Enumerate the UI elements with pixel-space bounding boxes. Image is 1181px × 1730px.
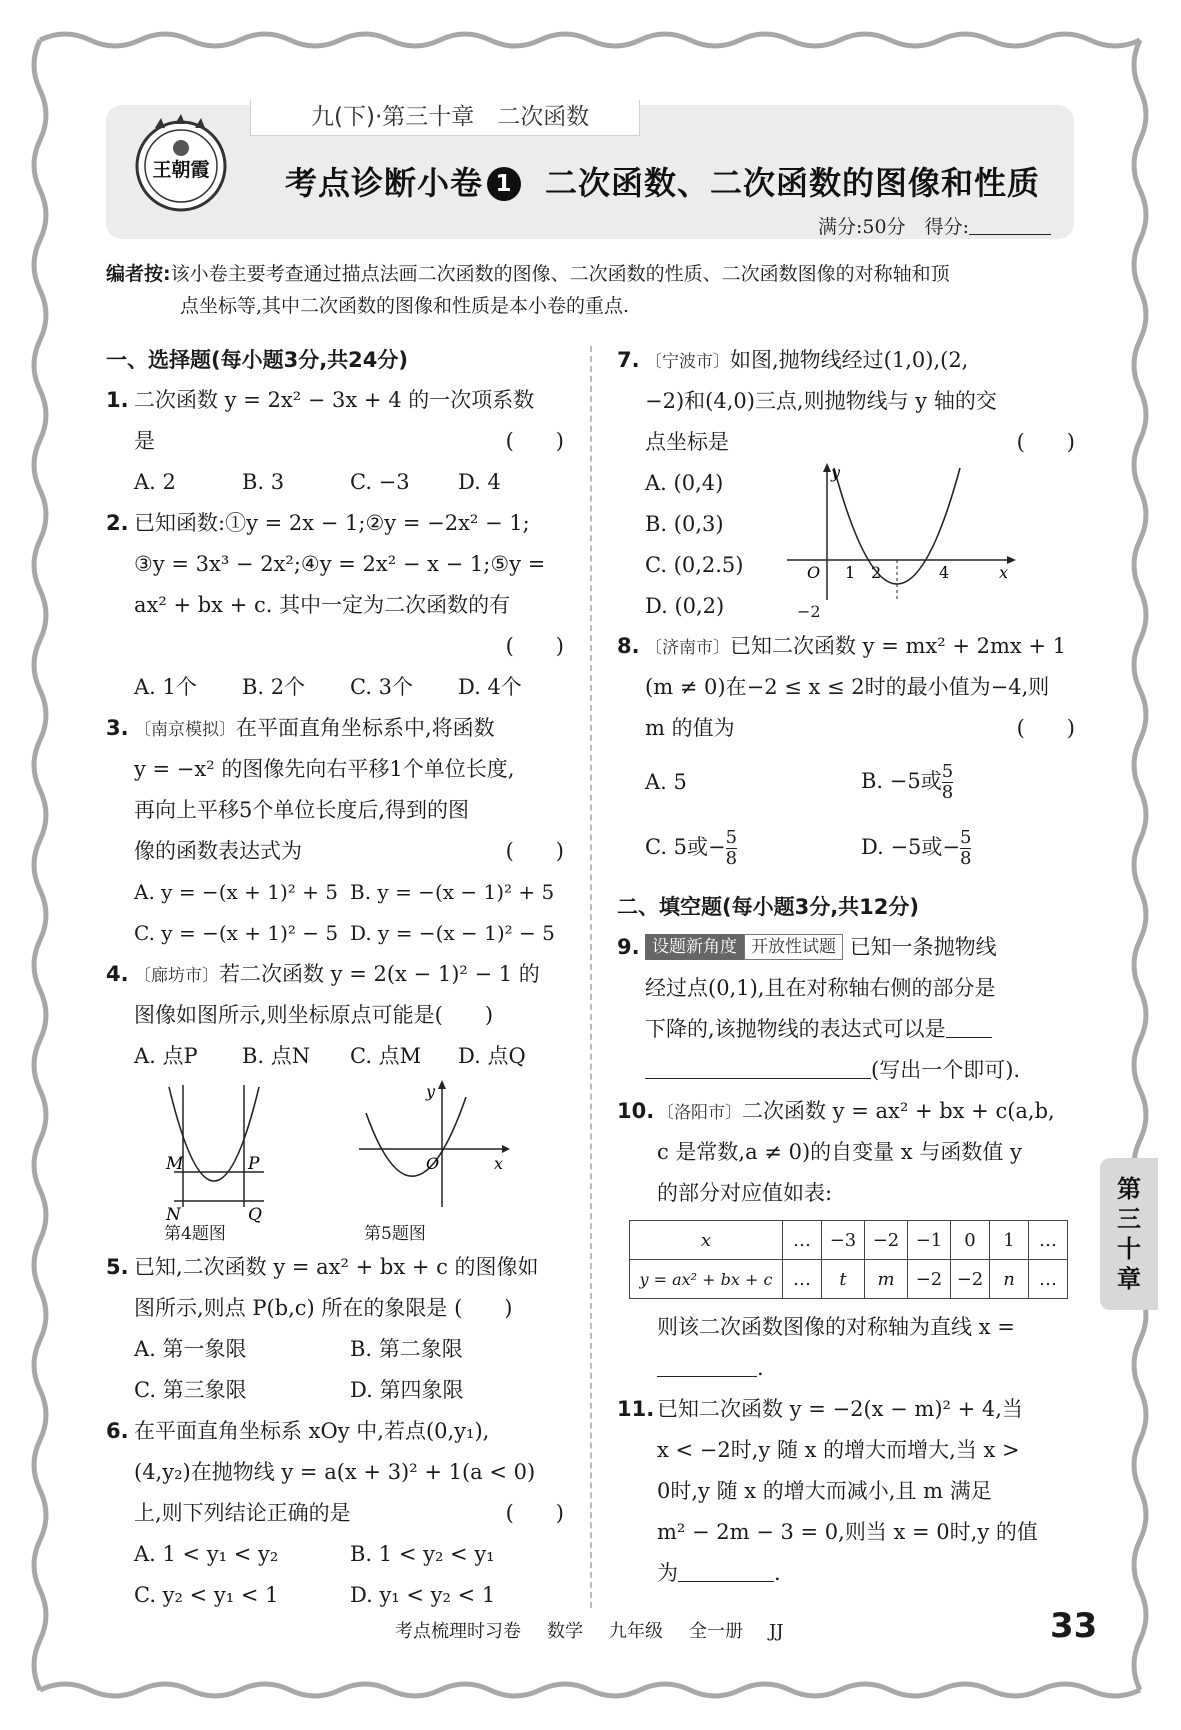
table-cell: −2 [951, 1260, 990, 1299]
table-cell: −3 [822, 1221, 865, 1260]
q2-line1 [106, 503, 566, 544]
q5-text1: 已知,二次函数 y = ax² + bx + c 的图像如 [134, 1255, 539, 1279]
q7-text3: 点坐标是 [645, 430, 729, 454]
q3-options-cd [106, 913, 566, 954]
q3-option-b[interactable]: B. y = −(x − 1)² + 5 [350, 880, 555, 904]
q8-option-d-text: D. −5或− [861, 834, 960, 859]
q3-line4 [106, 831, 566, 872]
fig7-x-label: x [999, 563, 1009, 582]
q2-line3: ax² + bx + c. 其中一定为二次函数的有 [134, 593, 511, 617]
q5-line2: 图所示,则点 P(b,c) 所在的象限是 ( ) [134, 1296, 513, 1320]
q3-text1: 在平面直角坐标系中,将函数 [236, 716, 495, 740]
q7-option-b[interactable]: B. (0,3) [645, 512, 724, 536]
q2-text1: 已知函数:①y = 2x − 1;②y = −2x² − 1; [134, 511, 530, 535]
q10-text1: 二次函数 y = ax² + bx + c(a,b, [742, 1099, 1055, 1123]
q3-answer-paren[interactable]: ( ) [505, 839, 564, 863]
q1-text2: 是 [134, 429, 155, 453]
q11-line2: x < −2时,y 随 x 的增大而增大,当 x > [657, 1438, 1020, 1462]
q3-options-ab [106, 872, 566, 913]
q8-number: 8. [617, 634, 640, 658]
q8-option-b-text: B. −5或 [861, 768, 942, 793]
quiz-title [285, 158, 1040, 204]
table-cell: n [990, 1260, 1029, 1299]
q11-number: 11. [617, 1397, 655, 1421]
fig7-tick-4: 4 [939, 563, 950, 582]
q4-text1: 若二次函数 y = 2(x − 1)² − 1 的 [219, 962, 540, 986]
fig7-y-label: y [831, 463, 841, 482]
q7-body [617, 422, 1077, 621]
q11-line5: 为 . [657, 1561, 781, 1585]
q8b-numerator: 5 [941, 760, 954, 782]
q5-option-a[interactable]: A. 第一象限 [134, 1337, 247, 1361]
q7-text1: 如图,抛物线经过(1,0),(2, [730, 348, 969, 372]
q11-line4: m² − 2m − 3 = 0,则当 x = 0时,y 的值 [657, 1520, 1038, 1544]
q3-option-c[interactable]: C. y = −(x + 1)² − 5 [134, 921, 339, 945]
q10-value-table [629, 1220, 1068, 1299]
fig7-tick-1: 1 [845, 563, 856, 582]
q8-answer-paren[interactable]: ( ) [1016, 716, 1075, 740]
fig4-label-n: N [166, 1205, 181, 1225]
side-tab-char: 第 [1117, 1175, 1141, 1203]
q10-line5: . [617, 1348, 1077, 1389]
table-cell: … [1029, 1260, 1068, 1299]
q2-option-d[interactable]: D. 4个 [458, 675, 522, 699]
q7-answer-paren[interactable]: ( ) [1016, 430, 1075, 454]
q3-source-tag: 〔南京模拟〕 [134, 720, 236, 740]
q2-number: 2. [106, 511, 129, 535]
section-fill-title: 二、填空题(每小题3分,共12分) [617, 895, 920, 919]
title-left: 考点诊断小卷 [285, 164, 484, 202]
score-blank[interactable] [969, 216, 1051, 235]
editor-note [106, 258, 1076, 322]
footer-volume: 全一册 [689, 1621, 743, 1642]
footer-edition: JJ [769, 1621, 784, 1642]
fig7-neg2-label: −2 [797, 602, 821, 621]
q6-options-cd [106, 1575, 566, 1616]
q6-line2: (4,y₂)在抛物线 y = a(x + 3)² + 1(a < 0) [134, 1460, 536, 1484]
q10-line4: 则该二次函数图像的对称轴为直线 x = [657, 1315, 1015, 1339]
q10-table-row-y [630, 1260, 1068, 1299]
q10-source-tag: 〔洛阳市〕 [657, 1103, 742, 1123]
q8d-numerator: 5 [960, 826, 972, 848]
q8-option-c-text: C. 5或− [645, 834, 726, 859]
q10-line3: 的部分对应值如表: [657, 1181, 833, 1205]
table-cell: … [783, 1221, 822, 1260]
q6-option-b[interactable]: B. 1 < y₂ < y₁ [350, 1542, 495, 1566]
q6-answer-paren[interactable]: ( ) [505, 1501, 564, 1525]
footer [395, 1617, 809, 1643]
q2-option-a[interactable]: A. 1个 [134, 675, 197, 699]
figure-q7 [787, 462, 1017, 602]
editor-note-label: 编者按: [106, 263, 171, 285]
q4-line1 [106, 954, 566, 995]
q9-number: 9. [617, 935, 640, 959]
score-line [818, 212, 1051, 239]
q8-option-d-fraction [960, 828, 971, 869]
q8-text1: 已知二次函数 y = mx² + 2mx + 1 [730, 634, 1067, 658]
q3-number: 3. [106, 716, 129, 740]
q3-option-d[interactable]: D. y = −(x − 1)² − 5 [350, 921, 555, 945]
q9-badge-open-ended: 开放性试题 [744, 934, 843, 960]
q7-source-tag: 〔宁波市〕 [645, 352, 730, 372]
q6-text1: 在平面直角坐标系 xOy 中,若点(0,y₁), [134, 1419, 490, 1443]
fig4-label-m: M [166, 1154, 184, 1174]
q9-text3: 下降的,该抛物线的表达式可以是 [645, 1017, 946, 1041]
q1-answer-paren[interactable]: ( ) [505, 429, 564, 453]
q8-option-c-fraction [726, 828, 737, 869]
q9-line3 [617, 1009, 1077, 1050]
q8c-numerator: 5 [725, 826, 738, 848]
q10-number: 10. [617, 1099, 655, 1123]
q8-options-ab [617, 749, 1077, 815]
publisher-logo [128, 110, 234, 216]
q4-option-c[interactable]: C. 点M [350, 1044, 422, 1068]
q1-option-d[interactable]: D. 4 [458, 470, 501, 494]
side-tab-char: 章 [1117, 1265, 1141, 1293]
q11-line3: 0时,y 随 x 的增大而减小,且 m 满足 [657, 1479, 992, 1503]
q9-answer-blank-2[interactable] [645, 1058, 871, 1079]
fig5-caption: 第5题图 [364, 1224, 426, 1244]
editor-note-line1: 该小卷主要考查通过描点法画二次函数的图像、二次函数的性质、二次函数图像的对称轴和顶 [170, 263, 950, 285]
q1-number: 1. [106, 388, 129, 412]
q2-option-b[interactable]: B. 2个 [242, 675, 306, 699]
q1-text1: 二次函数 y = 2x² − 3x + 4 的一次项系数 [134, 388, 535, 412]
q5-line1 [106, 1247, 566, 1288]
fig5-x-label: x [494, 1154, 504, 1173]
footer-subject: 数学 [547, 1621, 583, 1642]
column-divider [590, 346, 592, 1608]
q10-table-row-x [630, 1221, 1068, 1260]
q11-answer-blank[interactable] [678, 1561, 774, 1582]
q6-number: 6. [106, 1419, 129, 1443]
figure-q4 [154, 1085, 284, 1235]
q7-number: 7. [617, 348, 640, 372]
figure-q5 [354, 1077, 514, 1217]
table-cell: −2 [908, 1260, 951, 1299]
logo-text: 王朝霞 [152, 159, 210, 181]
q6-option-d[interactable]: D. y₁ < y₂ < 1 [350, 1583, 496, 1607]
q8c-denominator: 8 [725, 847, 738, 869]
table-cell: t [822, 1260, 865, 1299]
fig4-caption: 第4题图 [164, 1224, 226, 1244]
q1-line2 [106, 421, 566, 462]
q5-number: 5. [106, 1255, 129, 1279]
q11-text5: 为 [657, 1561, 678, 1585]
table-cell: … [783, 1260, 822, 1299]
q10-line1 [617, 1091, 1077, 1132]
table-cell: 1 [990, 1221, 1029, 1260]
q5-option-d[interactable]: D. 第四象限 [350, 1378, 464, 1402]
q8-option-c[interactable] [645, 828, 861, 869]
q8-option-d[interactable] [861, 828, 1077, 869]
q2-answer-paren[interactable]: ( ) [505, 634, 564, 658]
chapter-side-tab[interactable] [1100, 1158, 1158, 1310]
q9-text1: 已知一条抛物线 [849, 935, 997, 959]
q8-option-b[interactable] [861, 762, 1077, 803]
fig7-tick-2: 2 [871, 563, 882, 582]
q3-line1 [106, 708, 566, 749]
q1-options [106, 462, 566, 503]
q10-answer-blank[interactable] [657, 1356, 757, 1377]
q9-line1 [617, 927, 1077, 968]
q5-options-ab [106, 1329, 566, 1370]
q1-option-b[interactable]: B. 3 [242, 470, 285, 494]
q8-line3 [617, 708, 1077, 749]
q9-text4: (写出一个即可). [871, 1058, 1021, 1082]
fig5-origin-label: O [426, 1154, 440, 1173]
q7-option-a[interactable]: A. (0,4) [645, 471, 724, 495]
q7-option-c[interactable]: C. (0,2.5) [645, 553, 744, 577]
left-column [106, 340, 566, 1616]
chapter-label: 九(下)·第三十章 二次函数 [250, 100, 640, 136]
q7-line2: −2)和(4,0)三点,则抛物线与 y 轴的交 [645, 389, 997, 413]
table-cell: 0 [951, 1221, 990, 1260]
q4-source-tag: 〔廊坊市〕 [134, 966, 219, 986]
q11-text1: 已知二次函数 y = −2(x − m)² + 4,当 [657, 1397, 1023, 1421]
q1-option-a[interactable]: A. 2 [134, 470, 176, 494]
q6-line3 [106, 1493, 566, 1534]
q9-badge-new-angle: 设题新角度 [645, 934, 744, 960]
q3-line2: y = −x² 的图像先向右平移1个单位长度, [134, 757, 515, 781]
q8b-denominator: 8 [941, 781, 954, 803]
q8-line1 [617, 626, 1077, 667]
q8d-denominator: 8 [960, 847, 972, 869]
section-choice-title: 一、选择题(每小题3分,共24分) [106, 348, 409, 372]
q4-option-a[interactable]: A. 点P [134, 1044, 198, 1068]
q3-option-a[interactable]: A. y = −(x + 1)² + 5 [134, 880, 338, 904]
table-cell: m [865, 1260, 908, 1299]
q9-answer-blank-1[interactable] [946, 1017, 992, 1038]
q4-line2: 图像如图所示,则坐标原点可能是( ) [134, 1003, 494, 1027]
editor-note-line2: 点坐标等,其中二次函数的图像和性质是本小卷的重点. [180, 295, 630, 317]
table-cell: −1 [908, 1221, 951, 1260]
table-cell: −2 [865, 1221, 908, 1260]
side-tab-char: 三 [1117, 1205, 1141, 1233]
q3-text4: 像的函数表达式为 [134, 839, 302, 863]
q1-line1 [106, 380, 566, 421]
score-label: 满分:50分 得分: [818, 216, 969, 238]
q6-line1 [106, 1411, 566, 1452]
q2-line2: ③y = 3x³ − 2x²;④y = 2x² − x − 1;⑤y = [134, 552, 546, 576]
q8-option-b-fraction [942, 762, 953, 803]
table-cell: y = ax² + bx + c [630, 1260, 783, 1299]
q3-line3: 再向上平移5个单位长度后,得到的图 [134, 798, 470, 822]
q5-option-c[interactable]: C. 第三象限 [134, 1378, 247, 1402]
q8-line2: (m ≠ 0)在−2 ≤ x ≤ 2时的最小值为−4,则 [645, 675, 1050, 699]
q6-options-ab [106, 1534, 566, 1575]
q10-line2: c 是常数,a ≠ 0)的自变量 x 与函数值 y [657, 1140, 1022, 1164]
footer-book-title: 考点梳理时习卷 [395, 1621, 521, 1642]
q6-text3: 上,则下列结论正确的是 [134, 1501, 351, 1525]
fig5-y-label: y [426, 1082, 436, 1101]
q5-options-cd [106, 1370, 566, 1411]
q4-number: 4. [106, 962, 129, 986]
q7-line1 [617, 340, 1077, 381]
q7-option-d[interactable]: D. (0,2) [645, 594, 725, 618]
footer-grade: 九年级 [609, 1621, 663, 1642]
q8-source-tag: 〔济南市〕 [645, 638, 730, 658]
q4-option-d[interactable]: D. 点Q [458, 1044, 526, 1068]
title-number-badge: 1 [487, 167, 521, 201]
q2-options [106, 667, 566, 708]
q5-option-b[interactable]: B. 第二象限 [350, 1337, 463, 1361]
q8-option-a[interactable]: A. 5 [645, 770, 687, 794]
q11-line1 [617, 1389, 1077, 1430]
q7-line3 [617, 422, 1077, 463]
q6-option-a[interactable]: A. 1 < y₁ < y₂ [134, 1542, 279, 1566]
q8-text3: m 的值为 [645, 716, 735, 740]
q9-line4 [617, 1050, 1077, 1091]
table-cell: x [630, 1221, 783, 1260]
q9-line2: 经过点(0,1),且在对称轴右侧的部分是 [645, 976, 996, 1000]
fig7-origin-label: O [807, 563, 821, 582]
q1-option-c[interactable]: C. −3 [350, 470, 410, 494]
right-column [617, 340, 1077, 1594]
page-number: 33 [1050, 1606, 1098, 1646]
q4-options [106, 1036, 566, 1077]
figures-row [106, 1077, 566, 1247]
fig4-label-p: P [248, 1154, 260, 1174]
q8-options-cd [617, 815, 1077, 881]
q2-option-c[interactable]: C. 3个 [350, 675, 414, 699]
table-cell: … [1029, 1221, 1068, 1260]
q6-option-c[interactable]: C. y₂ < y₁ < 1 [134, 1583, 279, 1607]
q2-paren-line [106, 626, 566, 667]
fig4-label-q: Q [248, 1205, 262, 1225]
title-right: 二次函数、二次函数的图像和性质 [545, 164, 1041, 202]
side-tab-char: 十 [1117, 1235, 1141, 1263]
q4-option-b[interactable]: B. 点N [242, 1044, 311, 1068]
